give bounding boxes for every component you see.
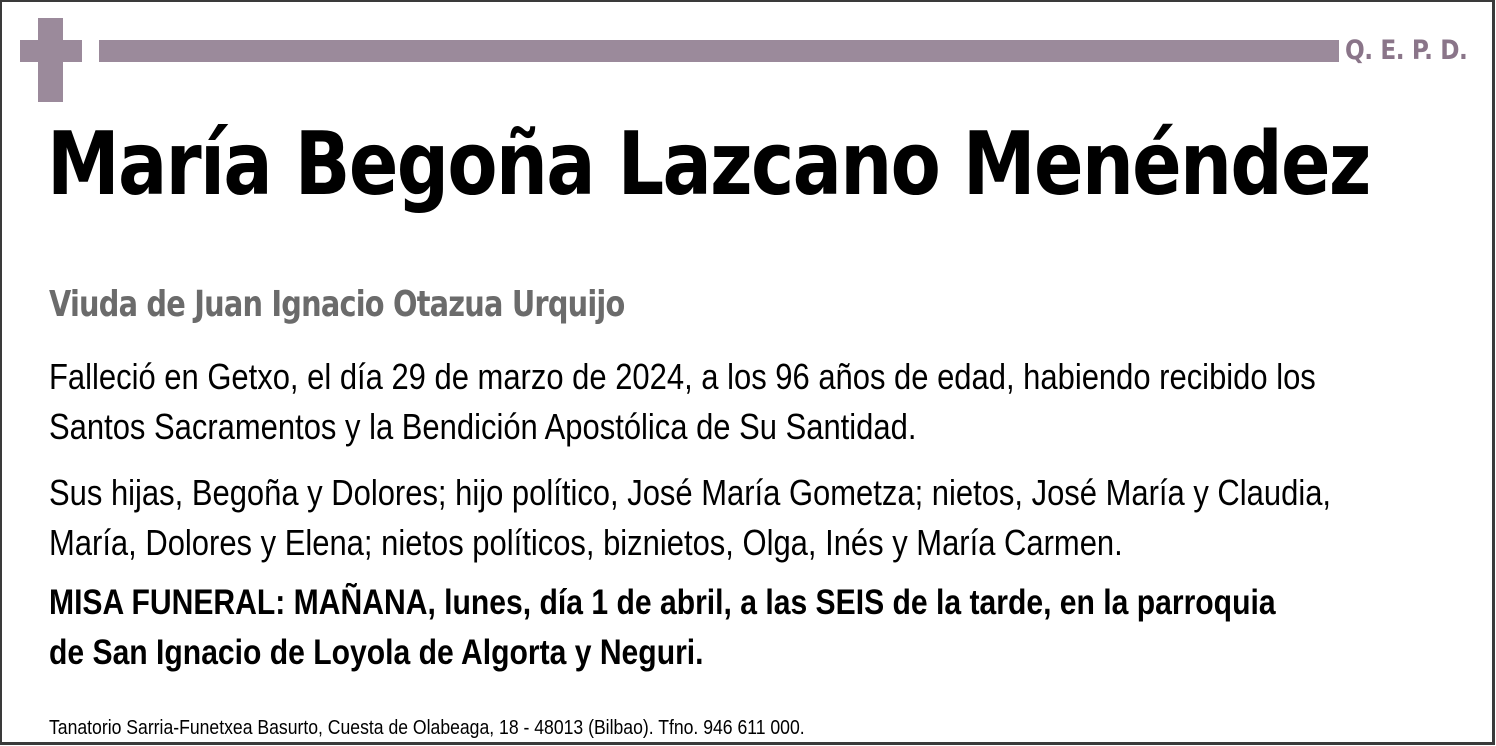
death-notice-line: Santos Sacramentos y la Bendición Apostólica de Su Santidad. bbox=[49, 406, 917, 447]
funeral-mass-paragraph bbox=[49, 578, 1276, 678]
family-line: Sus hijas, Begoña y Dolores; hijo político, José María Gometza; nietos, José María y Claudia, bbox=[49, 472, 1332, 513]
widow-of-subtitle: Viuda de Juan Ignacio Otazua Urquijo bbox=[49, 284, 625, 325]
family-line: María, Dolores y Elena; nietos políticos, biznietos, Olga, Inés y María Carmen. bbox=[49, 522, 1123, 563]
funeral-home-footer: Tanatorio Sarria-Funetxea Basurto, Cuesta de Olabeaga, 18 - 48013 (Bilbao). Tfno. 946 611 000. bbox=[49, 717, 805, 739]
header-divider-bar bbox=[99, 40, 1339, 62]
qepd-label: Q. E. P. D. bbox=[1345, 35, 1468, 66]
latin-cross-icon-crossbar bbox=[20, 40, 82, 62]
death-notice-line: Falleció en Getxo, el día 29 de marzo de 2024, a los 96 años de edad, habiendo recibido los bbox=[49, 356, 1316, 397]
funeral-line: MISA FUNERAL: MAÑANA, lunes, día 1 de abril, a las SEIS de la tarde, en la parroquia bbox=[49, 583, 1276, 622]
death-notice-paragraph bbox=[49, 352, 1316, 452]
family-paragraph bbox=[49, 468, 1331, 568]
funeral-line: de San Ignacio de Loyola de Algorta y Neguri. bbox=[49, 633, 704, 672]
deceased-name: María Begoña Lazcano Menéndez bbox=[47, 113, 1370, 215]
